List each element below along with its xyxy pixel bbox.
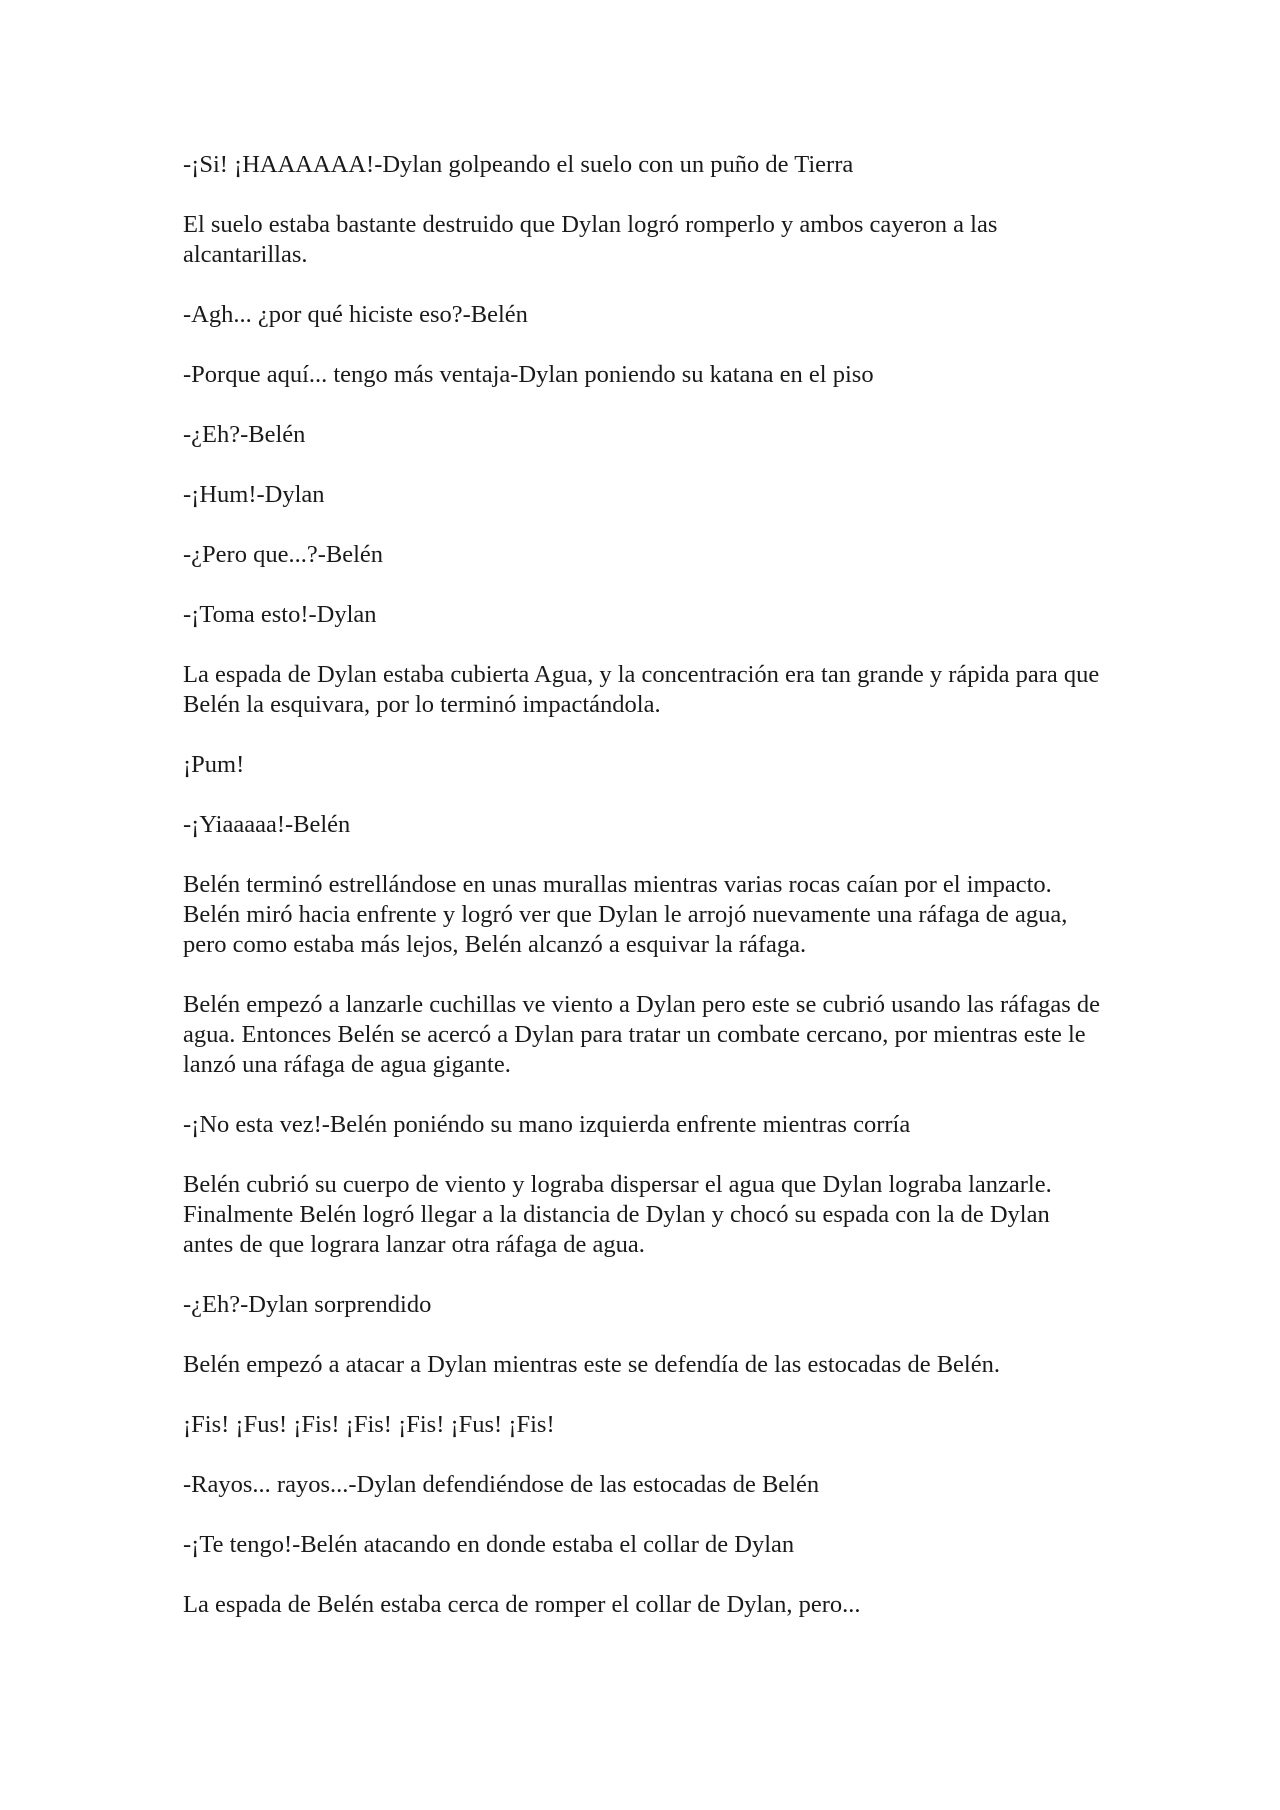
paragraph-21: La espada de Belén estaba cerca de romper el collar de Dylan, pero... [183, 1591, 861, 1618]
paragraph-6: -¡Hum!-Dylan [183, 481, 325, 508]
paragraph-17: Belén empezó a atacar a Dylan mientras este se defendía de las estocadas de Belén. [183, 1351, 1000, 1378]
paragraph-7: -¿Pero que...?-Belén [183, 541, 383, 568]
paragraph-4: -Porque aquí... tengo más ventaja-Dylan poniendo su katana en el piso [183, 361, 874, 388]
paragraph-8: -¡Toma esto!-Dylan [183, 601, 377, 628]
paragraph-19: -Rayos... rayos...-Dylan defendiéndose de las estocadas de Belén [183, 1471, 820, 1498]
paragraph-12: Belén terminó estrellándose en unas murallas mientras varias rocas caían por el impacto. Belén miró hacia enfrente y logró ver que Dylan le arrojó nuevamente una ráfaga de agua, pero como estaba más lejos, Belén alcanzó a esquivar la ráfaga. [183, 871, 1068, 958]
paragraph-10: ¡Pum! [183, 751, 245, 778]
paragraph-18: ¡Fis! ¡Fus! ¡Fis! ¡Fis! ¡Fis! ¡Fus! ¡Fis! [183, 1411, 555, 1438]
paragraph-3: -Agh... ¿por qué hiciste eso?-Belén [183, 301, 528, 328]
paragraph-14: -¡No esta vez!-Belén poniéndo su mano izquierda enfrente mientras corría [183, 1111, 911, 1138]
paragraph-20: -¡Te tengo!-Belén atacando en donde estaba el collar de Dylan [183, 1531, 795, 1558]
paragraph-16: -¿Eh?-Dylan sorprendido [183, 1291, 432, 1318]
paragraph-5: -¿Eh?-Belén [183, 421, 306, 448]
paragraph-2: El suelo estaba bastante destruido que Dylan logró romperlo y ambos cayeron a las alcantarillas. [183, 211, 998, 268]
paragraph-13: Belén empezó a lanzarle cuchillas ve viento a Dylan pero este se cubrió usando las ráfagas de agua. Entonces Belén se acercó a Dylan para tratar un combate cercano, por mientras este le lanzó una ráfaga de agua gigante. [183, 991, 1101, 1078]
paragraph-1: -¡Si! ¡HAAAAAA!-Dylan golpeando el suelo con un puño de Tierra [183, 151, 854, 178]
paragraph-11: -¡Yiaaaaa!-Belén [183, 811, 351, 838]
paragraph-9: La espada de Dylan estaba cubierta Agua, y la concentración era tan grande y rápida para que Belén la esquivara, por lo terminó impactándola. [183, 661, 1100, 718]
paragraph-15: Belén cubrió su cuerpo de viento y lograba dispersar el agua que Dylan lograba lanzarle. Finalmente Belén logró llegar a la distancia de Dylan y chocó su espada con la de Dylan antes de que lograra lanzar otra ráfaga de agua. [183, 1171, 1052, 1258]
document-page [183, 150, 1103, 1620]
